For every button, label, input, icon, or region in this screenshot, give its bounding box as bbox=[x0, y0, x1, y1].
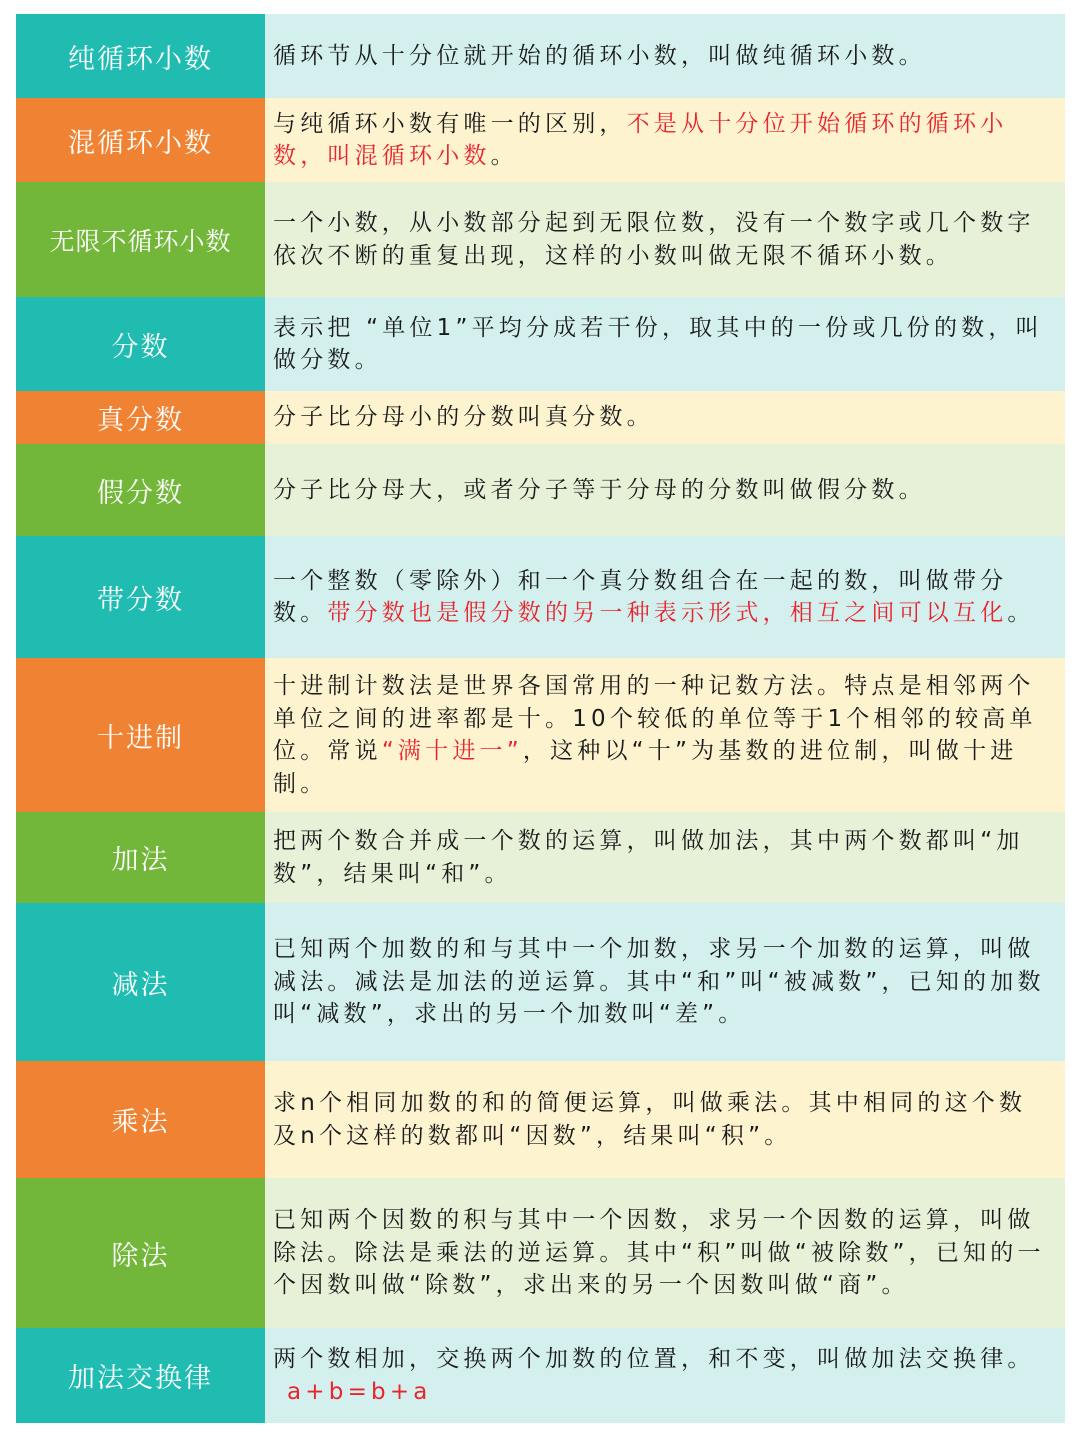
definition-text: 。 bbox=[1007, 600, 1035, 626]
definitions-table bbox=[16, 14, 1065, 1423]
definition-cell bbox=[265, 1328, 1065, 1423]
definition-text: ，这种以“十”为基数的进位制，叫做十进制。 bbox=[273, 738, 1018, 797]
definition-cell bbox=[265, 182, 1065, 297]
term-cell: 假分数 bbox=[16, 444, 265, 536]
definition-text: 分子比分母大，或者分子等于分母的分数叫做假分数。 bbox=[273, 476, 926, 503]
table-row bbox=[16, 812, 1065, 903]
definition-text: 循环节从十分位就开始的循环小数，叫做纯循环小数。 bbox=[273, 42, 926, 69]
definition-cell bbox=[265, 812, 1065, 903]
table-row bbox=[16, 1328, 1065, 1423]
formula-text: a+b=b+a bbox=[287, 1378, 432, 1405]
definition-cell bbox=[265, 444, 1065, 536]
definition-text: 求n个相同加数的和的简便运算，叫做乘法。其中相同的这个数及n个这样的数都叫“因数”，结果叫“积”。 bbox=[273, 1090, 1027, 1149]
definition-text: 一个小数，从小数部分起到无限位数，没有一个数字或几个数字依次不断的重复出现，这样的小数叫做无限不循环小数。 bbox=[273, 210, 1035, 269]
term-cell: 减法 bbox=[16, 903, 265, 1061]
term-cell: 带分数 bbox=[16, 536, 265, 658]
definition-text: 。 bbox=[490, 143, 518, 169]
definition-cell bbox=[265, 1178, 1065, 1328]
definition-cell bbox=[265, 536, 1065, 658]
definition-text: 已知两个因数的积与其中一个因数，求另一个因数的运算，叫做除法。除法是乘法的逆运算。其中“积”叫做“被除数”，已知的一个因数叫做“除数”，求出来的另一个因数叫做“商”。 bbox=[273, 1207, 1045, 1299]
table-row bbox=[16, 14, 1065, 98]
highlighted-text: 带分数也是假分数的另一种表示形式，相互之间可以互化 bbox=[327, 600, 1008, 626]
highlighted-text: “满十进一” bbox=[381, 738, 523, 764]
definition-text: 两个数相加，交换两个加数的位置，和不变，叫做加法交换律。 bbox=[273, 1346, 1035, 1372]
term-cell: 真分数 bbox=[16, 391, 265, 444]
term-cell: 加法交换律 bbox=[16, 1328, 265, 1423]
table-row bbox=[16, 536, 1065, 658]
term-cell: 除法 bbox=[16, 1178, 265, 1328]
term-cell: 分数 bbox=[16, 297, 265, 391]
term-cell: 无限不循环小数 bbox=[16, 182, 265, 297]
definition-cell bbox=[265, 391, 1065, 444]
definition-text: 分子比分母小的分数叫真分数。 bbox=[273, 404, 654, 431]
term-cell: 乘法 bbox=[16, 1061, 265, 1178]
table-row bbox=[16, 444, 1065, 536]
table-row bbox=[16, 297, 1065, 391]
table-row bbox=[16, 391, 1065, 444]
definition-cell bbox=[265, 14, 1065, 98]
definition-cell bbox=[265, 1061, 1065, 1178]
definition-text: 表示把 “单位1”平均分成若干份，取其中的一份或几份的数，叫做分数。 bbox=[273, 314, 1043, 373]
definition-cell bbox=[265, 903, 1065, 1061]
definition-cell bbox=[265, 297, 1065, 391]
definition-text: 与纯循环小数有唯一的区别， bbox=[273, 110, 627, 137]
definition-text: 十进制计数法是世界各国常用的一种记数方法。特点是相邻两个单位之间的进率都是十。10个较低的单位等于1个相邻的较高单位。常说 bbox=[273, 673, 1037, 764]
table-row bbox=[16, 182, 1065, 297]
term-cell: 十进制 bbox=[16, 658, 265, 812]
definition-cell bbox=[265, 98, 1065, 182]
term-cell: 加法 bbox=[16, 812, 265, 903]
table-row bbox=[16, 903, 1065, 1061]
definition-text: 已知两个加数的和与其中一个加数，求另一个加数的运算，叫做减法。减法是加法的逆运算。其中“和”叫“被减数”，已知的加数叫“减数”，求出的另一个加数叫“差”。 bbox=[273, 936, 1045, 1028]
table-row bbox=[16, 98, 1065, 182]
table-row bbox=[16, 1178, 1065, 1328]
definition-text: 把两个数合并成一个数的运算，叫做加法，其中两个数都叫“加数”，结果叫“和”。 bbox=[273, 828, 1024, 887]
highlighted-text: 不是从十分位开始循环的循环小数，叫混循环小数 bbox=[273, 110, 1008, 169]
definition-cell bbox=[265, 658, 1065, 812]
table-row bbox=[16, 1061, 1065, 1178]
definition-text: 一个整数（零除外）和一个真分数组合在一起的数，叫做带分数。 bbox=[273, 567, 1008, 626]
term-cell: 混循环小数 bbox=[16, 98, 265, 182]
table-row bbox=[16, 658, 1065, 812]
term-cell: 纯循环小数 bbox=[16, 14, 265, 98]
